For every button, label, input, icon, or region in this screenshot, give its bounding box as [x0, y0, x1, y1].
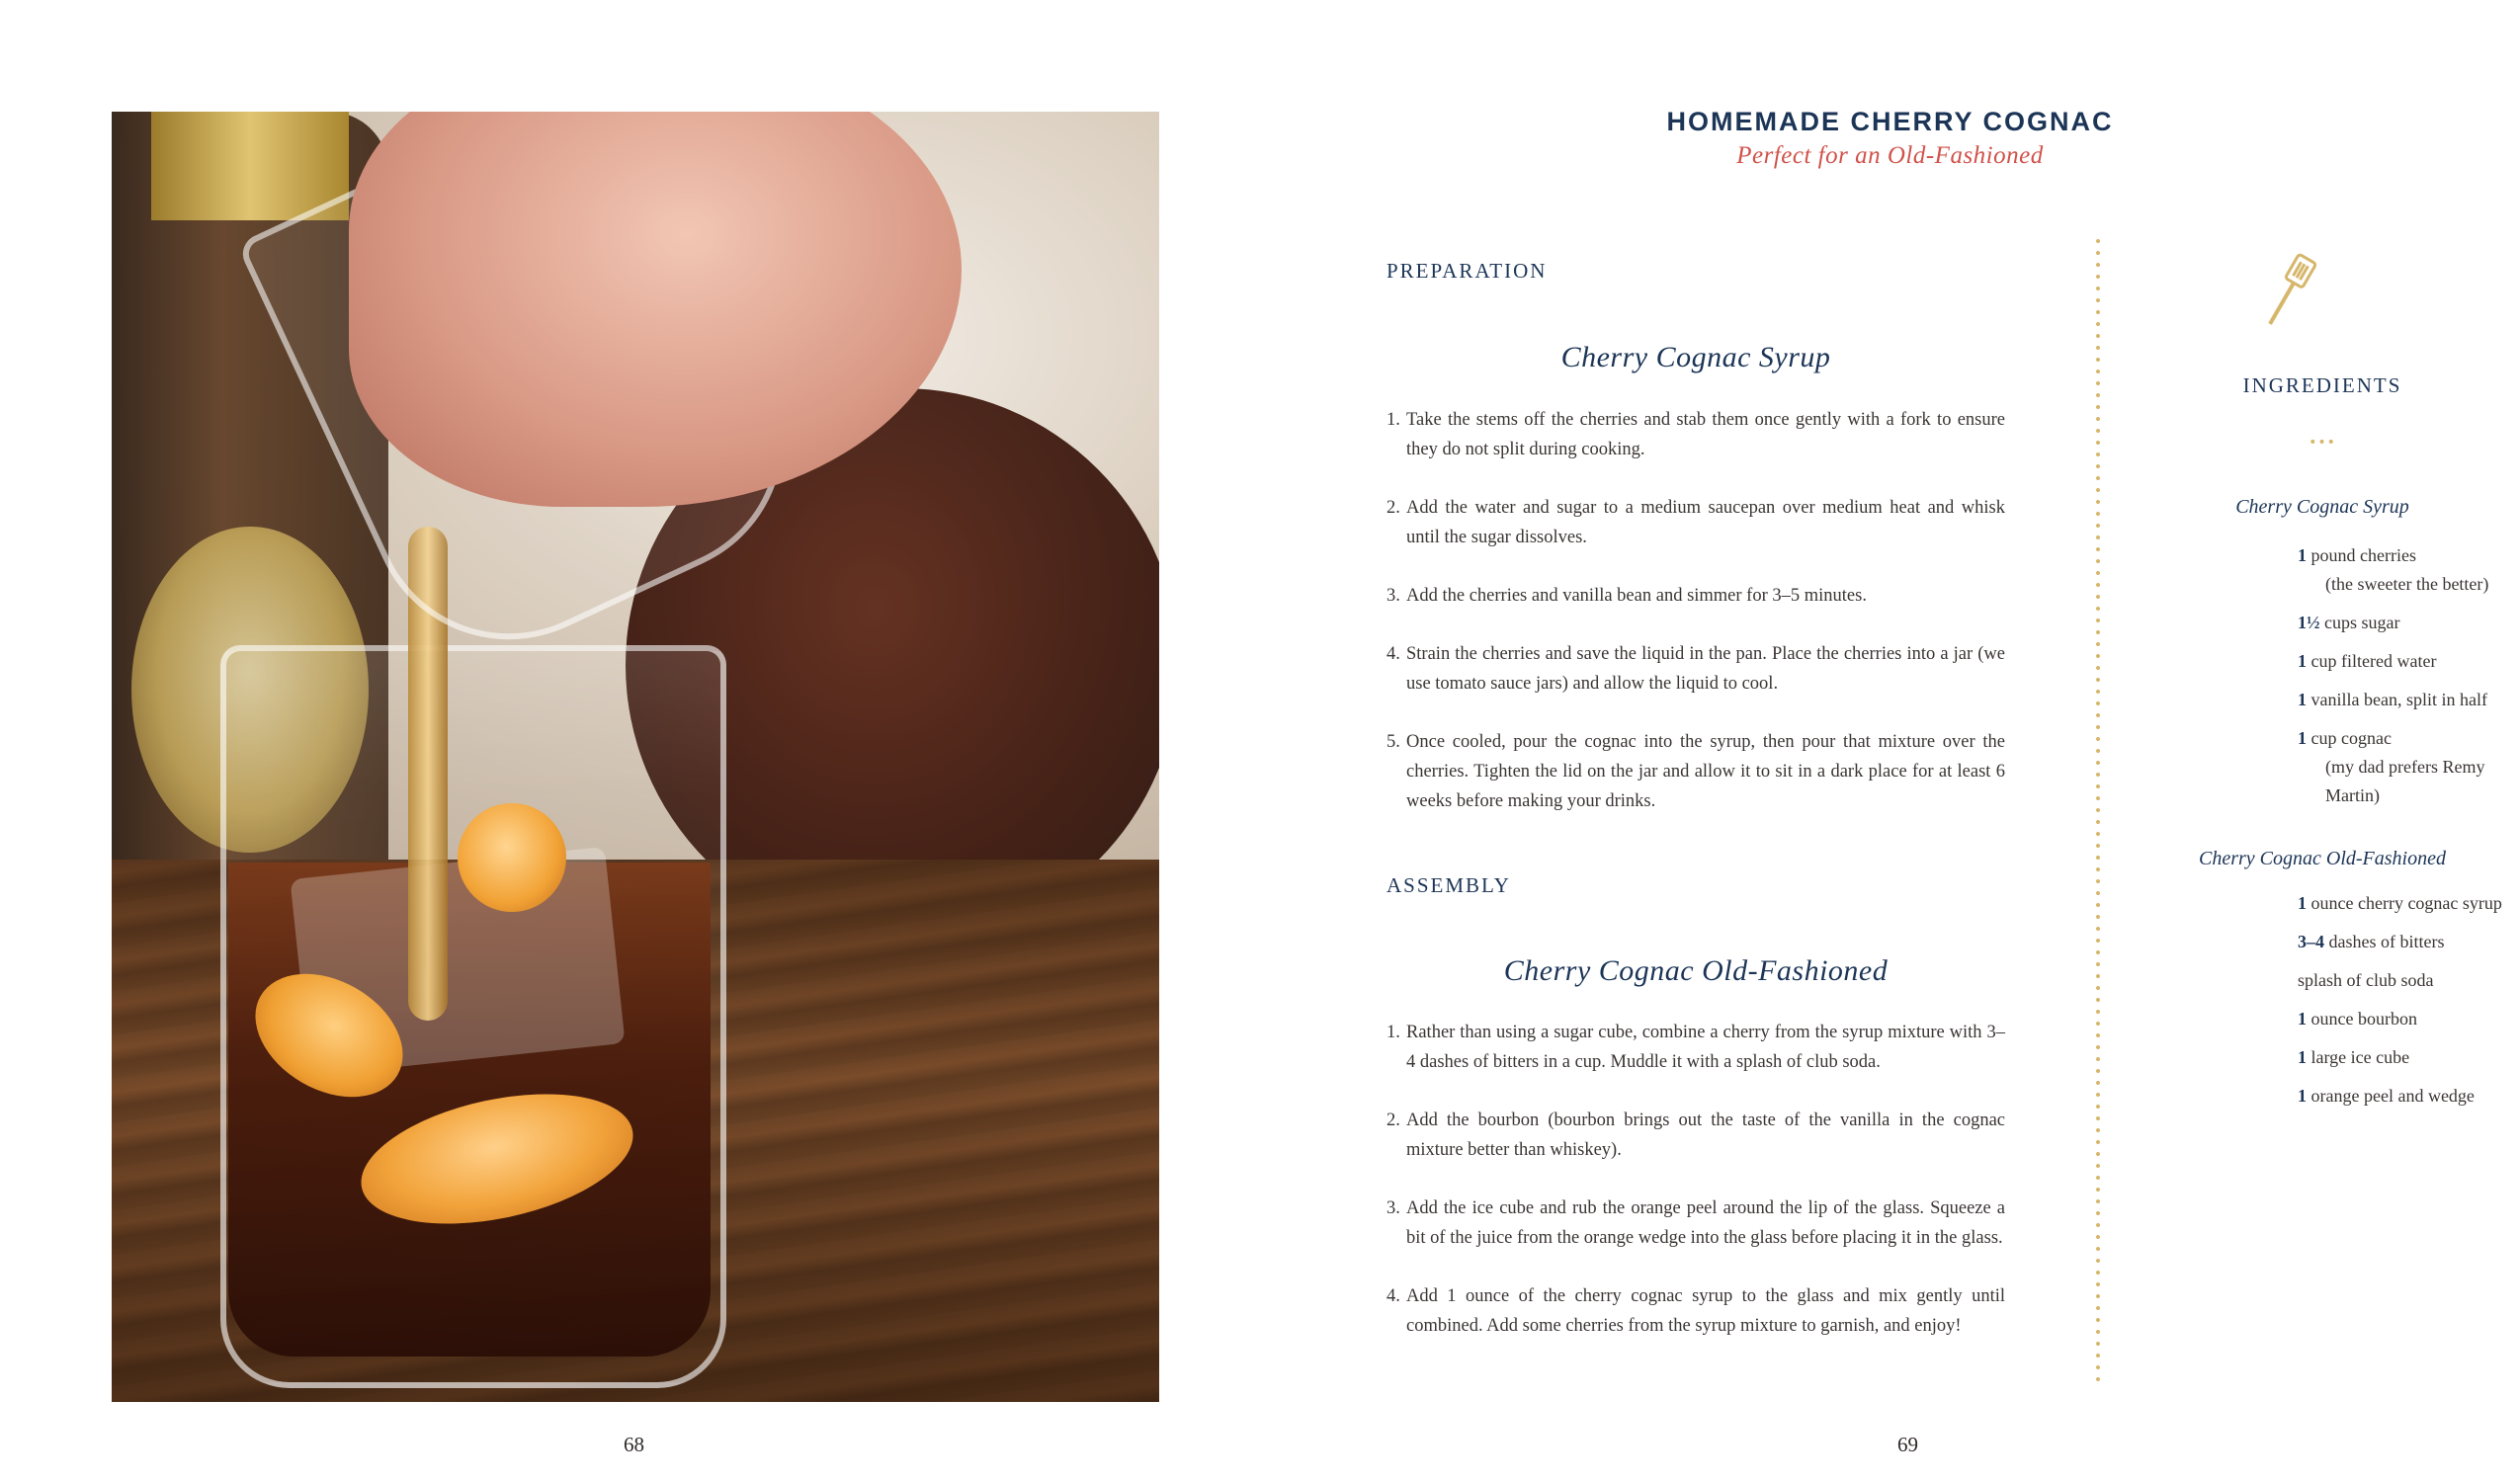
assembly-step: 3. Add the ice cube and rub the orange peel around the lip of the glass. Squeeze a bit of the juice from the orange wedge into the glass before placing it in the glass. — [1386, 1198, 2005, 1248]
preparation-step: 1. Take the stems off the cherries and stab them once gently with a fork to ensure they do not split during cooking. — [1386, 410, 2005, 459]
assembly-steps — [1386, 1018, 2005, 1369]
preparation-steps — [1386, 405, 2005, 845]
dots-ornament: ••• — [2309, 435, 2336, 451]
preparation-step: 4. Strain the cherries and save the liquid in the pan. Place the cherries into a jar (we use tomato sauce jars) and allow the liquid to cool. — [1386, 644, 2005, 694]
preparation-heading: PREPARATION — [1386, 259, 1548, 283]
ingredient-item: 1 ounce bourbon — [2298, 1009, 2417, 1029]
syrup-subheading: Cherry Cognac Syrup — [1560, 341, 1831, 373]
syrup-ingredient-list — [2298, 541, 2515, 820]
ingredient-item: 3–4 dashes of bitters — [2298, 932, 2445, 951]
ingredient-item: 1 orange peel and wedge — [2298, 1086, 2475, 1106]
preparation-step: 2. Add the water and sugar to a medium saucepan over medium heat and whisk until the sugar dissolves. — [1386, 498, 2005, 547]
column-divider — [2093, 235, 2103, 1381]
preparation-step: 3. Add the cherries and vanilla bean and simmer for 3–5 minutes. — [1386, 586, 1867, 606]
assembly-step: 2. Add the bourbon (bourbon brings out the taste of the vanilla in the cognac mixture better than whiskey). — [1386, 1111, 2005, 1160]
ingredient-item: 1 cup cognac (my dad prefers Remy Martin) — [2298, 728, 2485, 805]
ingredient-item: 1 ounce cherry cognac syrup — [2298, 893, 2502, 913]
ingredient-group-title: Cherry Cognac Old-Fashioned — [2199, 848, 2446, 869]
preparation-step: 5. Once cooled, pour the cognac into the syrup, then pour that mixture over the cherries. Tighten the lid on the jar and allow it to sit in a dark place for at least 6 weeks before making your drinks. — [1386, 732, 2005, 811]
old-fashioned-subheading: Cherry Cognac Old-Fashioned — [1503, 954, 1889, 987]
page-number-right: 69 — [1897, 1433, 1918, 1456]
recipe-title: HOMEMADE CHERRY COGNAC — [1666, 107, 2114, 136]
assembly-step: 4. Add 1 ounce of the cherry cognac syrup to the glass and mix gently until combined. Add some cherries from the syrup mixture to garnish, and enjoy! — [1386, 1286, 2005, 1336]
ingredient-item: splash of club soda — [2298, 970, 2434, 990]
assembly-heading: ASSEMBLY — [1386, 873, 1511, 897]
recipe-subtitle: Perfect for an Old-Fashioned — [1736, 142, 2044, 169]
ingredient-item: 1 vanilla bean, split in half — [2298, 690, 2487, 709]
ingredients-heading: INGREDIENTS — [2242, 373, 2402, 397]
ingredient-item: 1 pound cherries (the sweeter the better) — [2298, 545, 2489, 594]
ingredient-item: 1 cup filtered water — [2298, 651, 2437, 671]
page-number-left: 68 — [624, 1433, 644, 1456]
spatula-icon — [2261, 252, 2316, 331]
right-page — [1260, 0, 2520, 1482]
assembly-step: 1. Rather than using a sugar cube, combine a cherry from the syrup mixture with 3–4 dashes of bitters in a cup. Muddle it with a splash of club soda. — [1386, 1023, 2005, 1072]
cocktail-photo — [112, 112, 1159, 1402]
ingredient-item: 1½ cups sugar — [2298, 613, 2400, 632]
ingredient-group-title: Cherry Cognac Syrup — [2235, 496, 2409, 518]
old-fashioned-ingredient-list — [2298, 889, 2515, 1120]
ingredient-item: 1 large ice cube — [2298, 1047, 2410, 1067]
